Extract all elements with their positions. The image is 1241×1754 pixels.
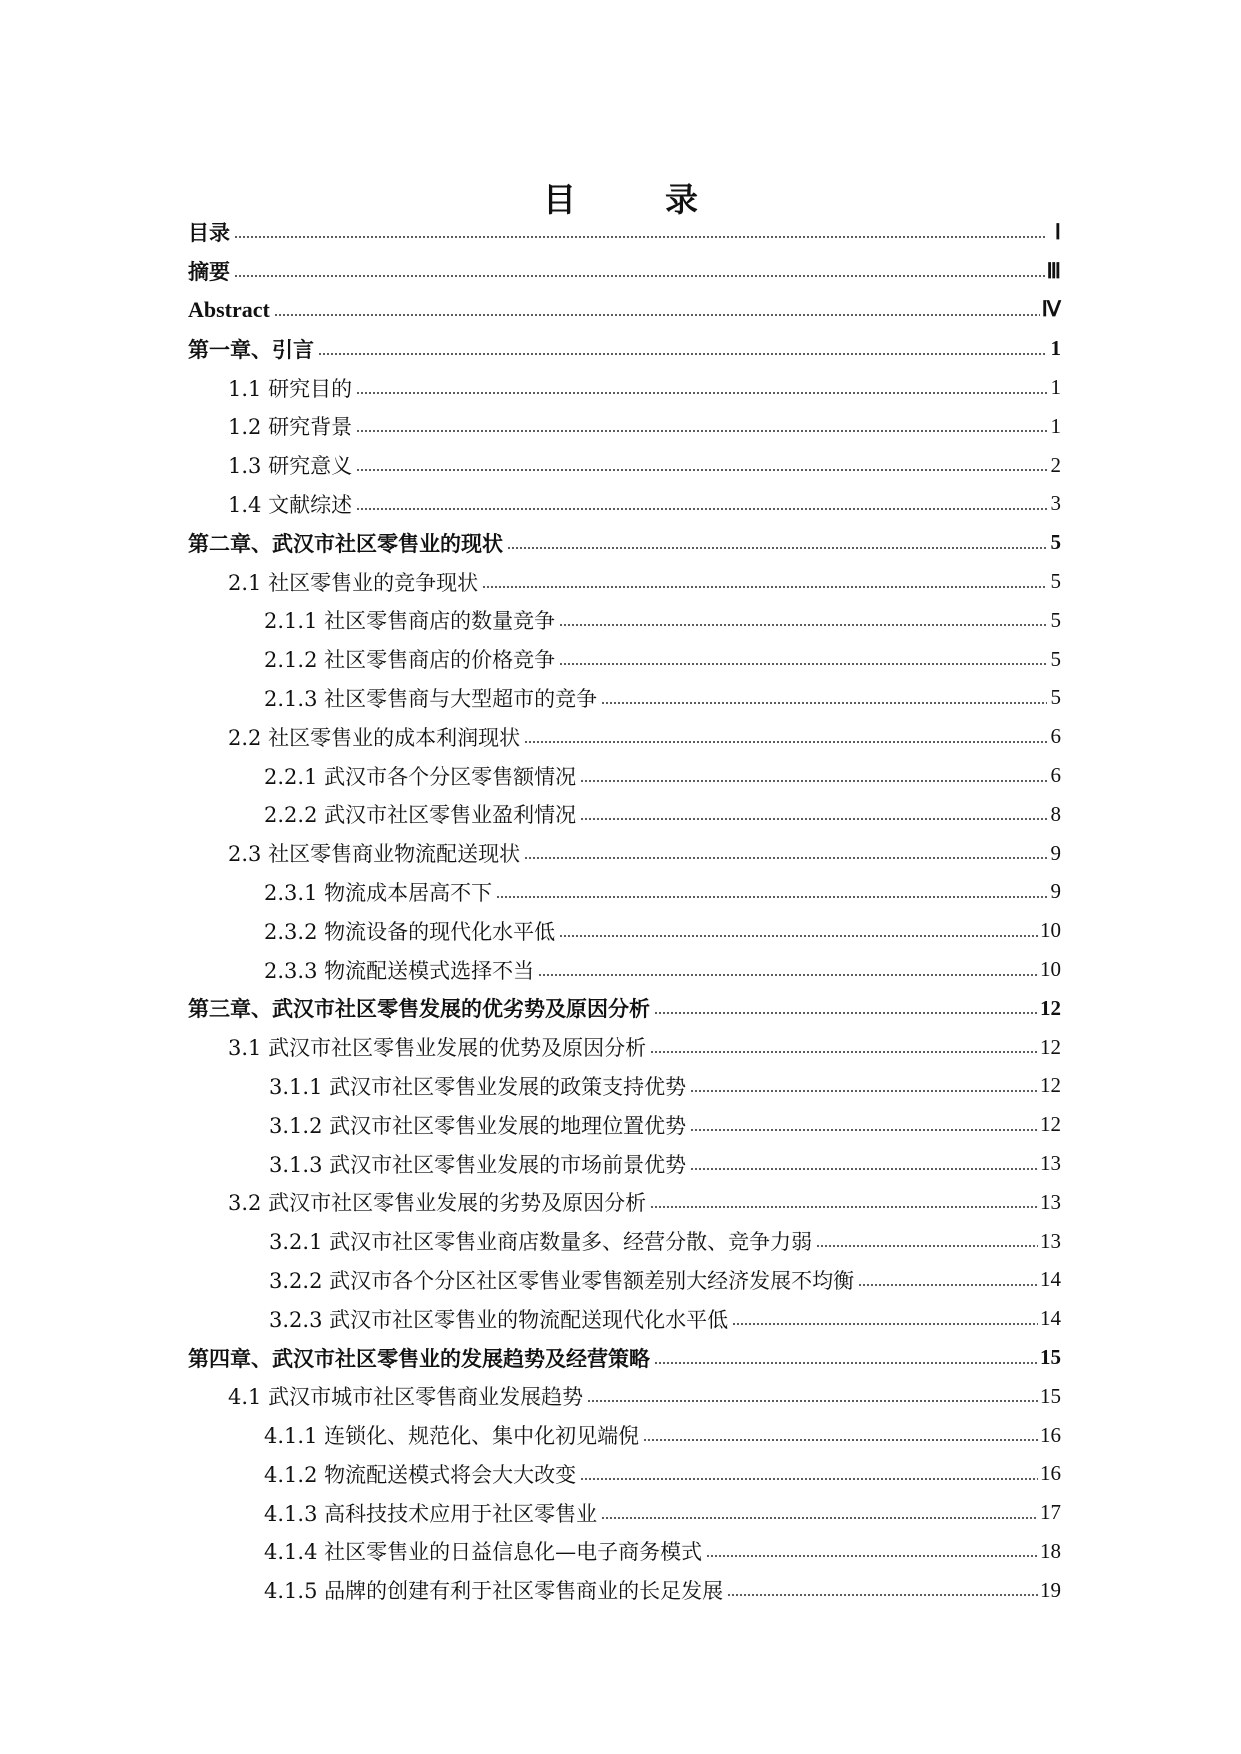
toc-dot-leader: [650, 1206, 1038, 1208]
toc-entry[interactable]: [188, 562, 1061, 601]
toc-dot-leader: [580, 1478, 1038, 1480]
toc-dot-leader: [580, 780, 1047, 782]
toc-entry-label: 摘要: [188, 260, 230, 285]
toc-entry[interactable]: [188, 523, 1061, 562]
toc-entry[interactable]: [188, 446, 1061, 485]
toc-page-number: 10: [1040, 957, 1061, 982]
toc-page-number: Ⅰ: [1054, 219, 1061, 244]
toc-entry-label: 2.3.3 物流配送模式选择不当: [264, 958, 535, 983]
toc-entry-label: 1.1 研究目的: [228, 376, 353, 401]
toc-dot-leader: [538, 974, 1038, 976]
toc-dot-leader: [690, 1168, 1038, 1170]
toc-entry-label: 3.1.1 武汉市社区零售业发展的政策支持优势: [269, 1074, 687, 1099]
toc-page-number: 9: [1050, 840, 1061, 865]
toc-dot-leader: [356, 392, 1047, 394]
toc-entry-label: 3.2.1 武汉市社区零售业商店数量多、经营分散、竞争力弱: [269, 1230, 813, 1255]
toc-dot-leader: [274, 314, 1040, 316]
toc-entry-label: 1.4 文献综述: [228, 492, 353, 517]
toc-page-number: Ⅳ: [1041, 297, 1061, 322]
toc-dot-leader: [482, 586, 1047, 588]
toc-entry-label: 第三章、武汉市社区零售发展的优劣势及原因分析: [188, 997, 650, 1022]
toc-page-number: 13: [1040, 1228, 1061, 1253]
toc-dot-leader: [524, 857, 1047, 859]
toc-list: [188, 213, 1061, 1610]
toc-page-number: 15: [1040, 1383, 1061, 1408]
toc-entry[interactable]: [188, 1183, 1061, 1222]
toc-entry-label: 4.1.5 品牌的创建有利于社区零售商业的长足发展: [264, 1579, 724, 1604]
toc-entry-label: 2.3 社区零售商业物流配送现状: [228, 842, 521, 867]
toc-entry[interactable]: [188, 640, 1061, 679]
toc-page-number: 18: [1040, 1538, 1061, 1563]
toc-entry[interactable]: [188, 911, 1061, 950]
toc-entry[interactable]: [188, 717, 1061, 756]
toc-entry[interactable]: [188, 679, 1061, 718]
toc-entry-label: 2.3.1 物流成本居高不下: [264, 880, 493, 905]
toc-page-number: 19: [1040, 1577, 1061, 1602]
toc-entry-label: 4.1.2 物流配送模式将会大大改变: [264, 1462, 577, 1487]
toc-entry-label: 2.1.1 社区零售商店的数量竞争: [264, 609, 556, 634]
toc-entry[interactable]: [188, 834, 1061, 873]
toc-entry[interactable]: [188, 1144, 1061, 1183]
toc-entry[interactable]: [188, 1105, 1061, 1144]
toc-entry[interactable]: [188, 1222, 1061, 1261]
toc-page-number: 13: [1040, 1151, 1061, 1176]
toc-page-number: 5: [1050, 685, 1061, 710]
toc-dot-leader: [507, 547, 1047, 549]
toc-entry-label: 目录: [188, 221, 230, 246]
toc-entry[interactable]: [188, 1493, 1061, 1532]
toc-entry-label: 4.1.1 连锁化、规范化、集中化初见端倪: [264, 1424, 640, 1449]
toc-entry-label: 2.1 社区零售业的竞争现状: [228, 570, 479, 595]
toc-entry-label: 2.2.1 武汉市各个分区零售额情况: [264, 764, 577, 789]
toc-entry-label: 4.1.3 高科技技术应用于社区零售业: [264, 1501, 598, 1526]
toc-dot-leader: [650, 1051, 1038, 1053]
toc-page-number: 5: [1050, 530, 1061, 555]
toc-entry-label: 1.2 研究背景: [228, 415, 353, 440]
toc-dot-leader: [356, 508, 1047, 510]
toc-page-number: 16: [1040, 1461, 1061, 1486]
toc-dot-leader: [858, 1284, 1038, 1286]
toc-dot-leader: [587, 1400, 1038, 1402]
toc-entry[interactable]: [188, 873, 1061, 912]
toc-page-number: 14: [1040, 1306, 1061, 1331]
toc-entry[interactable]: [188, 213, 1061, 252]
toc-dot-leader: [559, 624, 1047, 626]
toc-page-number: 5: [1050, 569, 1061, 594]
toc-page-number: 6: [1050, 763, 1061, 788]
toc-page-number: 3: [1050, 491, 1061, 516]
toc-entry-label: 第二章、武汉市社区零售业的现状: [188, 531, 503, 556]
toc-dot-leader: [524, 741, 1047, 743]
toc-entry-label: 3.2.3 武汉市社区零售业的物流配送现代化水平低: [269, 1307, 729, 1332]
toc-entry[interactable]: [188, 1571, 1061, 1610]
toc-page-number: 12: [1040, 995, 1061, 1020]
toc-entry[interactable]: [188, 1532, 1061, 1571]
toc-entry-label: 3.2 武汉市社区零售业发展的劣势及原因分析: [228, 1191, 647, 1216]
toc-page-number: 1: [1050, 375, 1061, 400]
toc-entry-label: 第四章、武汉市社区零售业的发展趋势及经营策略: [188, 1346, 650, 1371]
toc-page-number: 14: [1040, 1267, 1061, 1292]
toc-page-number: 17: [1040, 1500, 1061, 1525]
toc-page-number: 8: [1050, 801, 1061, 826]
toc-page-number: 1: [1050, 336, 1061, 361]
toc-entry[interactable]: [188, 795, 1061, 834]
toc-dot-leader: [690, 1129, 1038, 1131]
toc-page-number: 6: [1050, 724, 1061, 749]
toc-page-number: Ⅲ: [1046, 258, 1061, 283]
toc-page-number: 5: [1050, 607, 1061, 632]
toc-dot-leader: [816, 1245, 1038, 1247]
toc-dot-leader: [234, 236, 1047, 238]
toc-page-number: 5: [1050, 646, 1061, 671]
toc-entry-label: 3.1.3 武汉市社区零售业发展的市场前景优势: [269, 1152, 687, 1177]
toc-entry[interactable]: [188, 291, 1061, 330]
toc-entry[interactable]: [188, 368, 1061, 407]
toc-entry-label: Abstract: [188, 296, 270, 322]
toc-entry-label: 第一章、引言: [188, 337, 314, 362]
toc-entry-label: 2.3.2 物流设备的现代化水平低: [264, 919, 556, 944]
toc-entry-label: 1.3 研究意义: [228, 454, 353, 479]
toc-dot-leader: [559, 663, 1047, 665]
toc-dot-leader: [654, 1362, 1038, 1364]
toc-page-number: 12: [1040, 1034, 1061, 1059]
toc-entry[interactable]: [188, 1261, 1061, 1300]
toc-dot-leader: [356, 430, 1047, 432]
toc-entry[interactable]: [188, 252, 1061, 291]
toc-entry[interactable]: [188, 407, 1061, 446]
toc-page-number: 15: [1040, 1345, 1061, 1369]
toc-page-number: 10: [1040, 918, 1061, 943]
toc-entry[interactable]: [188, 485, 1061, 524]
toc-page-number: 2: [1050, 452, 1061, 477]
toc-entry-label: 4.1 武汉市城市社区零售商业发展趋势: [228, 1385, 584, 1410]
toc-entry[interactable]: [188, 329, 1061, 368]
toc-dot-leader: [654, 1012, 1038, 1014]
toc-dot-leader: [643, 1439, 1038, 1441]
toc-dot-leader: [559, 935, 1038, 937]
toc-entry[interactable]: [188, 756, 1061, 795]
toc-dot-leader: [356, 469, 1047, 471]
toc-dot-leader: [690, 1090, 1038, 1092]
toc-dot-leader: [496, 896, 1047, 898]
toc-entry[interactable]: [188, 601, 1061, 640]
toc-dot-leader: [601, 1517, 1038, 1519]
toc-page-number: 13: [1040, 1189, 1061, 1214]
toc-page-number: 12: [1040, 1073, 1061, 1098]
toc-dot-leader: [727, 1594, 1038, 1596]
toc-entry[interactable]: [188, 989, 1061, 1028]
toc-page-number: 12: [1040, 1112, 1061, 1137]
toc-entry[interactable]: [188, 1028, 1061, 1067]
toc-page-number: 16: [1040, 1422, 1061, 1447]
toc-page-number: 1: [1050, 413, 1061, 438]
toc-entry-label: 3.1.2 武汉市社区零售业发展的地理位置优势: [269, 1113, 687, 1138]
toc-dot-leader: [318, 353, 1047, 355]
toc-entry[interactable]: [188, 1338, 1061, 1377]
toc-entry-label: 2.2.2 武汉市社区零售业盈利情况: [264, 803, 577, 828]
toc-entry-label: 4.1.4 社区零售业的日益信息化—电子商务模式: [264, 1540, 703, 1565]
toc-entry[interactable]: [188, 950, 1061, 989]
toc-entry-label: 3.1 武汉市社区零售业发展的优势及原因分析: [228, 1036, 647, 1061]
toc-dot-leader: [601, 702, 1047, 704]
toc-entry[interactable]: [188, 1377, 1061, 1416]
toc-dot-leader: [706, 1555, 1038, 1557]
toc-page-number: 9: [1050, 879, 1061, 904]
toc-dot-leader: [580, 818, 1047, 820]
toc-entry-label: 3.2.2 武汉市各个分区社区零售业零售额差别大经济发展不均衡: [269, 1268, 855, 1293]
toc-entry-label: 2.1.3 社区零售商与大型超市的竞争: [264, 686, 598, 711]
toc-title: 目 录: [543, 180, 726, 220]
toc-entry-label: 2.1.2 社区零售商店的价格竞争: [264, 648, 556, 673]
toc-dot-leader: [732, 1323, 1038, 1325]
toc-entry[interactable]: [188, 1416, 1061, 1455]
toc-entry-label: 2.2 社区零售业的成本利润现状: [228, 725, 521, 750]
toc-entry[interactable]: [188, 1455, 1061, 1494]
toc-dot-leader: [234, 275, 1045, 277]
toc-entry[interactable]: [188, 1299, 1061, 1338]
toc-entry[interactable]: [188, 1067, 1061, 1106]
